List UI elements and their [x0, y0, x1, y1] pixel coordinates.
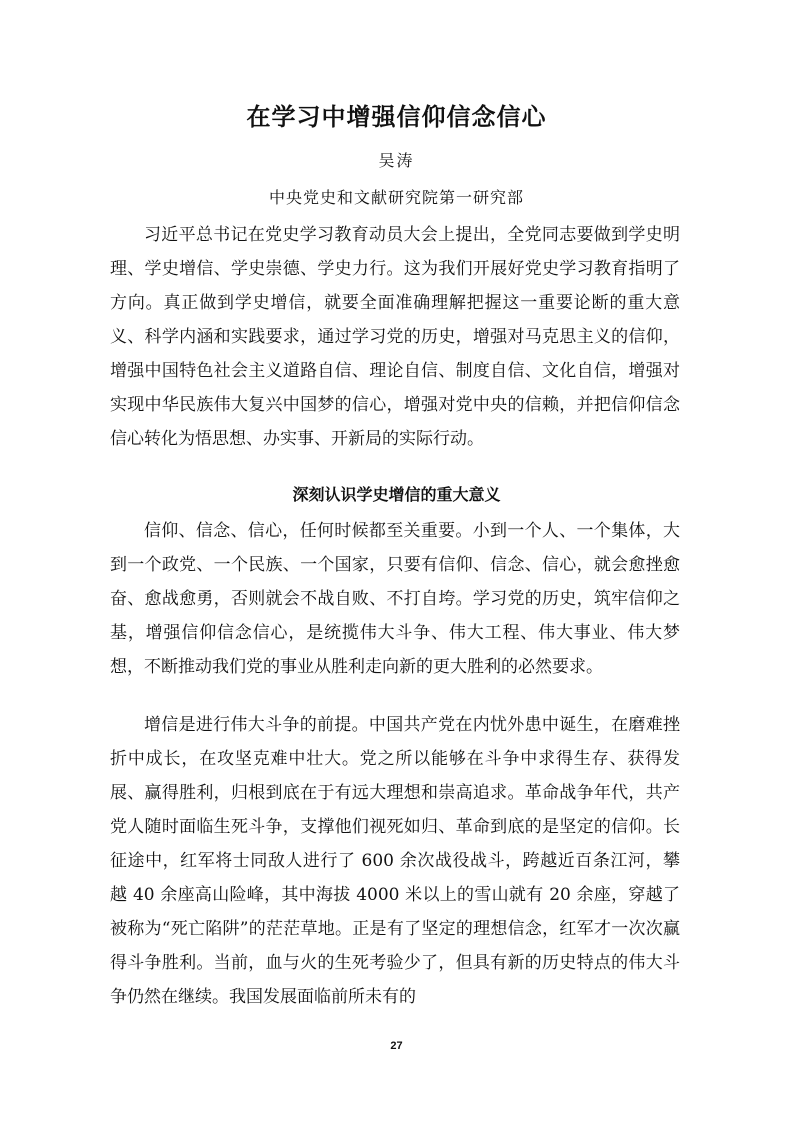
- author-affiliation: 中央党史和文献研究院第一研究部: [268, 188, 524, 207]
- article-title: 在学习中增强信仰信念信心: [246, 103, 547, 131]
- author-name: 吴涛: [378, 151, 415, 170]
- page-number: 27: [390, 1040, 403, 1052]
- body-paragraph: 信仰、信念、信心，任何时候都至关重要。小到一个人、一个集体，大到一个政党、一个民族、一个国家，只要有信仰、信念、信心，就会愈挫愈奋、愈战愈勇，否则就会不战自败、不打自垮。学习党的历史，筑牢信仰之基，增强信仰信念信心，是统揽伟大斗争、伟大工程、伟大事业、伟大梦想，不断推动我们党的事业从胜利走向新的更大胜利的必然要求。: [110, 521, 680, 677]
- section-heading: 深刻认识学史增信的重大意义: [292, 485, 501, 504]
- body-paragraph: 增信是进行伟大斗争的前提。中国共产党在内忧外患中诞生，在磨难挫折中成长，在攻坚克难中壮大。党之所以能够在斗争中求得生存、获得发展、赢得胜利，归根到底在于有远大理想和崇高追求。革命战争年代，共产党人随时面临生死斗争，支撑他们视死如归、革命到底的是坚定的信仰。长征途中，红军将士同敌人进行了 600 余次战役战斗，跨越近百条江河，攀越 40 余座高山险峰，其中海拔 4000 米以上的雪山就有 20 余座，穿越了被称为“死亡陷阱”的茫茫草地。正是有了坚定的理想信念，红军才一次次赢得斗争胜利。当前，血与火的生死考验少了，但具有新的历史特点的伟大斗争仍然在继续。我国发展面临前所未有的: [110, 715, 680, 1007]
- intro-paragraph: 习近平总书记在党史学习教育动员大会上提出，全党同志要做到学史明理、学史增信、学史崇德、学史力行。这为我们开展好党史学习教育指明了方向。真正做到学史增信，就要全面准确理解把握这一重要论断的重大意义、科学内涵和实践要求，通过学习党的历史，增强对马克思主义的信仰，增强中国特色社会主义道路自信、理论自信、制度自信、文化自信，增强对实现中华民族伟大复兴中国梦的信心，增强对党中央的信赖，并把信仰信念信心转化为悟思想、办实事、开新局的实际行动。: [110, 225, 680, 449]
